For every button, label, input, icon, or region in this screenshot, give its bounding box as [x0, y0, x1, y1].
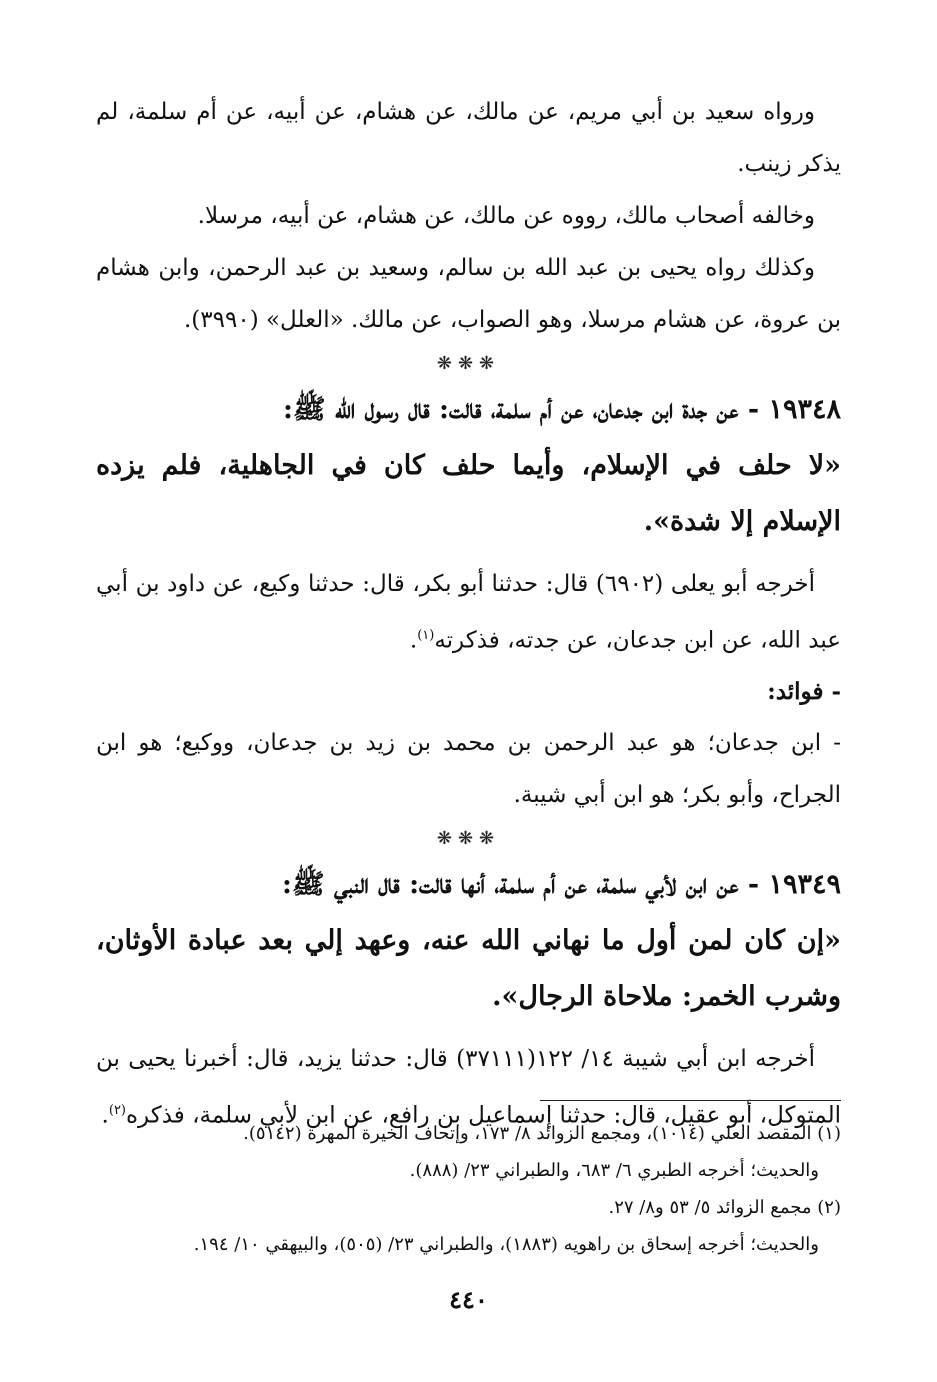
hadith-number: ١٩٣٤٨ — [768, 394, 841, 425]
takhrij-text: أخرجه ابن أبي شيبة ١٤/ ١٢٢(٣٧١١١) قال: حدثنا يزيد، قال: أخبرنا يحيى بن المتوكل، أبو عقيل، قال: حدثنا إسماعيل بن رافع، عن ابن لأبي سلمة، فذكره — [96, 1045, 841, 1129]
hadith-number: ١٩٣٤٩ — [768, 868, 841, 900]
fawaid-heading: - فوائد: — [767, 677, 841, 705]
paragraph-kadhalik: وكذلك رواه يحيى بن عبد الله بن سالم، وسعيد بن عبد الرحمن، وابن هشام بن عروة، عن هشام مرسلا، وهو الصواب، عن مالك. «العلل» (٣٩٩٠). — [96, 255, 841, 333]
hadith-isnad: - عن ابن لأبي سلمة، عن أم سلمة، أنها قالت: قال النبي ﷺ: — [282, 868, 760, 900]
page-body — [96, 86, 841, 1141]
footnote-ref: (٢) — [108, 1102, 126, 1118]
hadith-heading — [96, 857, 841, 913]
footnote-1-line-2: والحديث؛ أخرجه الطبري ٦/ ٦٨٣، والطبراني ٢٣/ (٨٨٨). — [409, 1160, 819, 1181]
footnote-1-line-1: (١) المقصد العلي (١٠١٤)، ومجمع الزوائد ٨/ ١٧٣، وإتحاف الخيرة المهرة (٥١٤٢). — [243, 1123, 841, 1144]
paragraph-riwaya: ورواه سعيد بن أبي مريم، عن مالك، عن هشام، عن أبيه، عن أم سلمة، لم يذكر زينب. — [96, 99, 841, 177]
takhrij-paragraph: أخرجه ابن أبي شيبة ١٤/ ١٢٢(٣٧١١١) قال: حدثنا يزيد، قال: أخبرنا يحيى بن المتوكل، أبو عقيل، قال: حدثنا إسماعيل بن رافع، عن ابن لأبي سلمة، فذكره$^{(٢)}$. — [96, 1045, 841, 1129]
section-separator: ❋❋❋ — [436, 353, 501, 374]
takhrij-paragraph: أخرجه أبو يعلى (٦٩٠٢) قال: حدثنا أبو بكر، قال: حدثنا وكيع، عن داود بن أبي عبد الله، عن ابن جدعان، عن جدته، فذكرته$^{(١)}$. — [96, 571, 841, 654]
hadith-isnad: - عن جدة ابن جدعان، عن أم سلمة، قالت: قال رسول الله ﷺ: — [283, 394, 760, 425]
footnote-2-line-2: والحديث؛ أخرجه إسحاق بن راهويه (١٨٨٣)، والطبراني ٢٣/ (٥٠٥)، والبيهقي ١٠/ ١٩٤. — [193, 1234, 819, 1255]
footnote-2-line-1: (٢) مجمع الزوائد ٥/ ٥٣ و٨/ ٢٧. — [608, 1197, 841, 1218]
fawaid-text: - ابن جدعان؛ هو عبد الرحمن بن محمد بن زيد بن جدعان، ووكيع؛ هو ابن الجراح، وأبو بكر؛ هو ابن أبي شيبة. — [96, 729, 841, 808]
hadith-matn: «لا حلف في الإسلام، وأيما حلف كان في الجاهلية، فلم يزده الإسلام إلا شدة». — [96, 450, 841, 537]
footnote-ref: (١) — [417, 628, 435, 643]
paragraph-khilaf: وخالفه أصحاب مالك، رووه عن مالك، عن هشام، عن أبيه، مرسلا. — [197, 203, 815, 229]
footnotes — [96, 1115, 841, 1263]
footnote-divider — [540, 1100, 841, 1101]
page-number: ٤٤٠ — [449, 1285, 488, 1314]
section-separator: ❋❋❋ — [436, 827, 501, 849]
hadith-heading — [96, 382, 841, 438]
takhrij-text: أخرجه أبو يعلى (٦٩٠٢) قال: حدثنا أبو بكر، قال: حدثنا وكيع، عن داود بن أبي عبد الله، عن ابن جدعان، عن جدته، فذكرته — [96, 571, 841, 654]
hadith-matn: «إن كان لمن أول ما نهاني الله عنه، وعهد إلي بعد عبادة الأوثان، وشرب الخمر: ملاحاة الرجال». — [96, 924, 841, 1012]
